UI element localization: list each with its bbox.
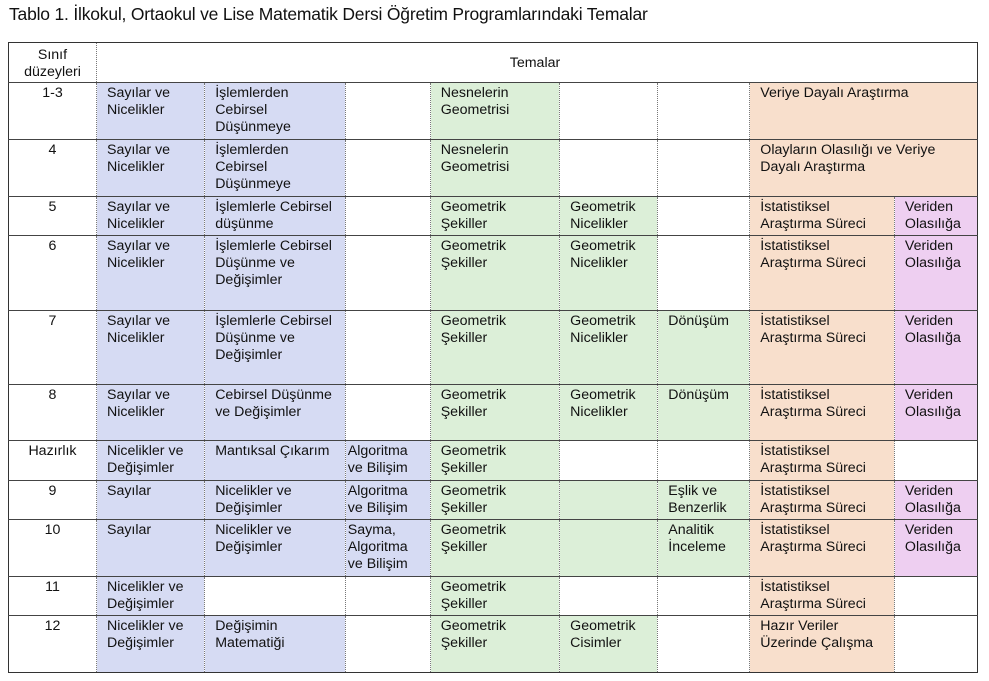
theme-cell: Cebirsel Düşünme ve Değişimler <box>205 385 346 441</box>
theme-cell: Sayılar ve Nicelikler <box>96 140 204 197</box>
theme-cell: Nicelikler ve Değişimler <box>96 441 204 481</box>
theme-cell <box>658 83 750 140</box>
header-label: düzeyleri <box>24 63 81 80</box>
theme-cell: İstatistiksel Araştırma Süreci <box>750 577 895 616</box>
grade-level: 12 <box>9 616 97 673</box>
table-row <box>9 311 978 385</box>
table-row <box>9 236 978 311</box>
themes-table <box>8 42 978 673</box>
grade-level: 9 <box>9 481 97 520</box>
theme-cell: Eşlik ve Benzerlik <box>658 481 750 520</box>
table-row <box>9 616 978 673</box>
grade-level: 1-3 <box>9 83 97 140</box>
grade-level: 10 <box>9 520 97 577</box>
theme-cell: Analitik İnceleme <box>658 520 750 577</box>
theme-cell: Geometrik Şekiller <box>430 311 559 385</box>
theme-cell: Nicelikler ve Değişimler <box>96 616 204 673</box>
theme-cell: Geometrik Şekiller <box>430 577 559 616</box>
theme-cell: Veriden Olasılığa <box>894 385 977 441</box>
theme-cell: Mantıksal Çıkarım <box>205 441 346 481</box>
theme-cell <box>345 83 430 140</box>
theme-cell <box>560 83 658 140</box>
header-label: Sınıf <box>37 46 68 63</box>
theme-cell <box>345 577 430 616</box>
theme-cell: Sayılar ve Nicelikler <box>96 236 204 311</box>
theme-cell <box>345 236 430 311</box>
theme-cell <box>658 616 750 673</box>
theme-cell: Veriden Olasılığa <box>894 481 977 520</box>
theme-cell: İşlemlerle Cebirsel Düşünme ve Değişimler <box>205 311 346 385</box>
table-row <box>9 441 978 481</box>
theme-cell: Dönüşüm <box>658 385 750 441</box>
grade-level: Hazırlık <box>9 441 97 481</box>
theme-cell <box>658 197 750 236</box>
theme-cell: Geometrik Şekiller <box>430 481 559 520</box>
theme-cell: Geometrik Nicelikler <box>560 311 658 385</box>
theme-cell <box>560 441 658 481</box>
themes-header: Temalar <box>96 43 977 83</box>
theme-cell: Veriden Olasılığa <box>894 311 977 385</box>
theme-cell: İstatistiksel Araştırma Süreci <box>750 520 895 577</box>
grade-level: 6 <box>9 236 97 311</box>
theme-cell: Sayılar <box>96 520 204 577</box>
theme-cell <box>658 577 750 616</box>
theme-cell: Algoritma ve Bilişim <box>345 441 430 481</box>
theme-cell: Dönüşüm <box>658 311 750 385</box>
table-row <box>9 140 978 197</box>
theme-cell: Nesnelerin Geometrisi <box>430 83 559 140</box>
theme-cell: Değişimin Matematiği <box>205 616 346 673</box>
theme-cell <box>205 577 346 616</box>
table-row <box>9 520 978 577</box>
theme-cell: İstatistiksel Araştırma Süreci <box>750 311 895 385</box>
theme-cell: İstatistiksel Araştırma Süreci <box>750 197 895 236</box>
theme-cell: Geometrik Şekiller <box>430 385 559 441</box>
theme-cell <box>658 441 750 481</box>
grade-level: 11 <box>9 577 97 616</box>
theme-cell <box>894 577 977 616</box>
theme-cell: Olayların Olasılığı ve Veriye Dayalı Araştırma <box>750 140 978 197</box>
theme-cell: İşlemlerle Cebirsel düşünme <box>205 197 346 236</box>
grade-level: 7 <box>9 311 97 385</box>
theme-cell: İşlemlerden Cebirsel Düşünmeye <box>205 83 346 140</box>
theme-cell <box>894 441 977 481</box>
theme-cell <box>345 140 430 197</box>
theme-cell: İşlemlerden Cebirsel Düşünmeye <box>205 140 346 197</box>
table-row <box>9 577 978 616</box>
theme-cell <box>345 385 430 441</box>
theme-cell: Veriden Olasılığa <box>894 197 977 236</box>
theme-cell <box>345 197 430 236</box>
theme-cell: İstatistiksel Araştırma Süreci <box>750 481 895 520</box>
grade-level: 8 <box>9 385 97 441</box>
table-caption: Tablo 1. İlkokul, Ortaokul ve Lise Matematik Dersi Öğretim Programlarındaki Temalar <box>9 4 648 24</box>
grade-level: 4 <box>9 140 97 197</box>
theme-cell: Sayılar ve Nicelikler <box>96 83 204 140</box>
theme-cell <box>560 481 658 520</box>
theme-cell: Veriden Olasılığa <box>894 236 977 311</box>
theme-cell: Algoritma ve Bilişim <box>345 481 430 520</box>
theme-cell: Geometrik Şekiller <box>430 616 559 673</box>
table-row <box>9 385 978 441</box>
theme-cell <box>345 616 430 673</box>
theme-cell: Nesnelerin Geometrisi <box>430 140 559 197</box>
theme-cell: İstatistiksel Araştırma Süreci <box>750 236 895 311</box>
theme-cell: Veriye Dayalı Araştırma <box>750 83 978 140</box>
theme-cell: Geometrik Şekiller <box>430 520 559 577</box>
theme-cell: Geometrik Nicelikler <box>560 197 658 236</box>
theme-cell: Geometrik Nicelikler <box>560 236 658 311</box>
table-row <box>9 83 978 140</box>
theme-cell: Sayılar ve Nicelikler <box>96 385 204 441</box>
theme-cell: Veriden Olasılığa <box>894 520 977 577</box>
theme-cell: Sayma, Algoritma ve Bilişim <box>345 520 430 577</box>
theme-cell: Nicelikler ve Değişimler <box>96 577 204 616</box>
theme-cell: Geometrik Şekiller <box>430 236 559 311</box>
theme-cell: İşlemlerle Cebirsel Düşünme ve Değişimler <box>205 236 346 311</box>
theme-cell: İstatistiksel Araştırma Süreci <box>750 385 895 441</box>
theme-cell: İstatistiksel Araştırma Süreci <box>750 441 895 481</box>
theme-cell: Sayılar ve Nicelikler <box>96 311 204 385</box>
theme-cell: Geometrik Nicelikler <box>560 385 658 441</box>
theme-cell: Sayılar <box>96 481 204 520</box>
theme-cell: Sayılar ve Nicelikler <box>96 197 204 236</box>
theme-cell <box>894 616 977 673</box>
theme-cell: Nicelikler ve Değişimler <box>205 520 346 577</box>
theme-cell <box>345 311 430 385</box>
theme-cell: Hazır Veriler Üzerinde Çalışma <box>750 616 895 673</box>
grade-level-header <box>9 43 97 83</box>
grade-level: 5 <box>9 197 97 236</box>
theme-cell: Geometrik Şekiller <box>430 197 559 236</box>
header-row <box>9 43 978 83</box>
theme-cell: Geometrik Şekiller <box>430 441 559 481</box>
theme-cell <box>560 520 658 577</box>
table-row <box>9 197 978 236</box>
theme-cell <box>658 140 750 197</box>
theme-cell <box>560 140 658 197</box>
table-row <box>9 481 978 520</box>
theme-cell: Geometrik Cisimler <box>560 616 658 673</box>
theme-cell <box>658 236 750 311</box>
theme-cell <box>560 577 658 616</box>
theme-cell: Nicelikler ve Değişimler <box>205 481 346 520</box>
